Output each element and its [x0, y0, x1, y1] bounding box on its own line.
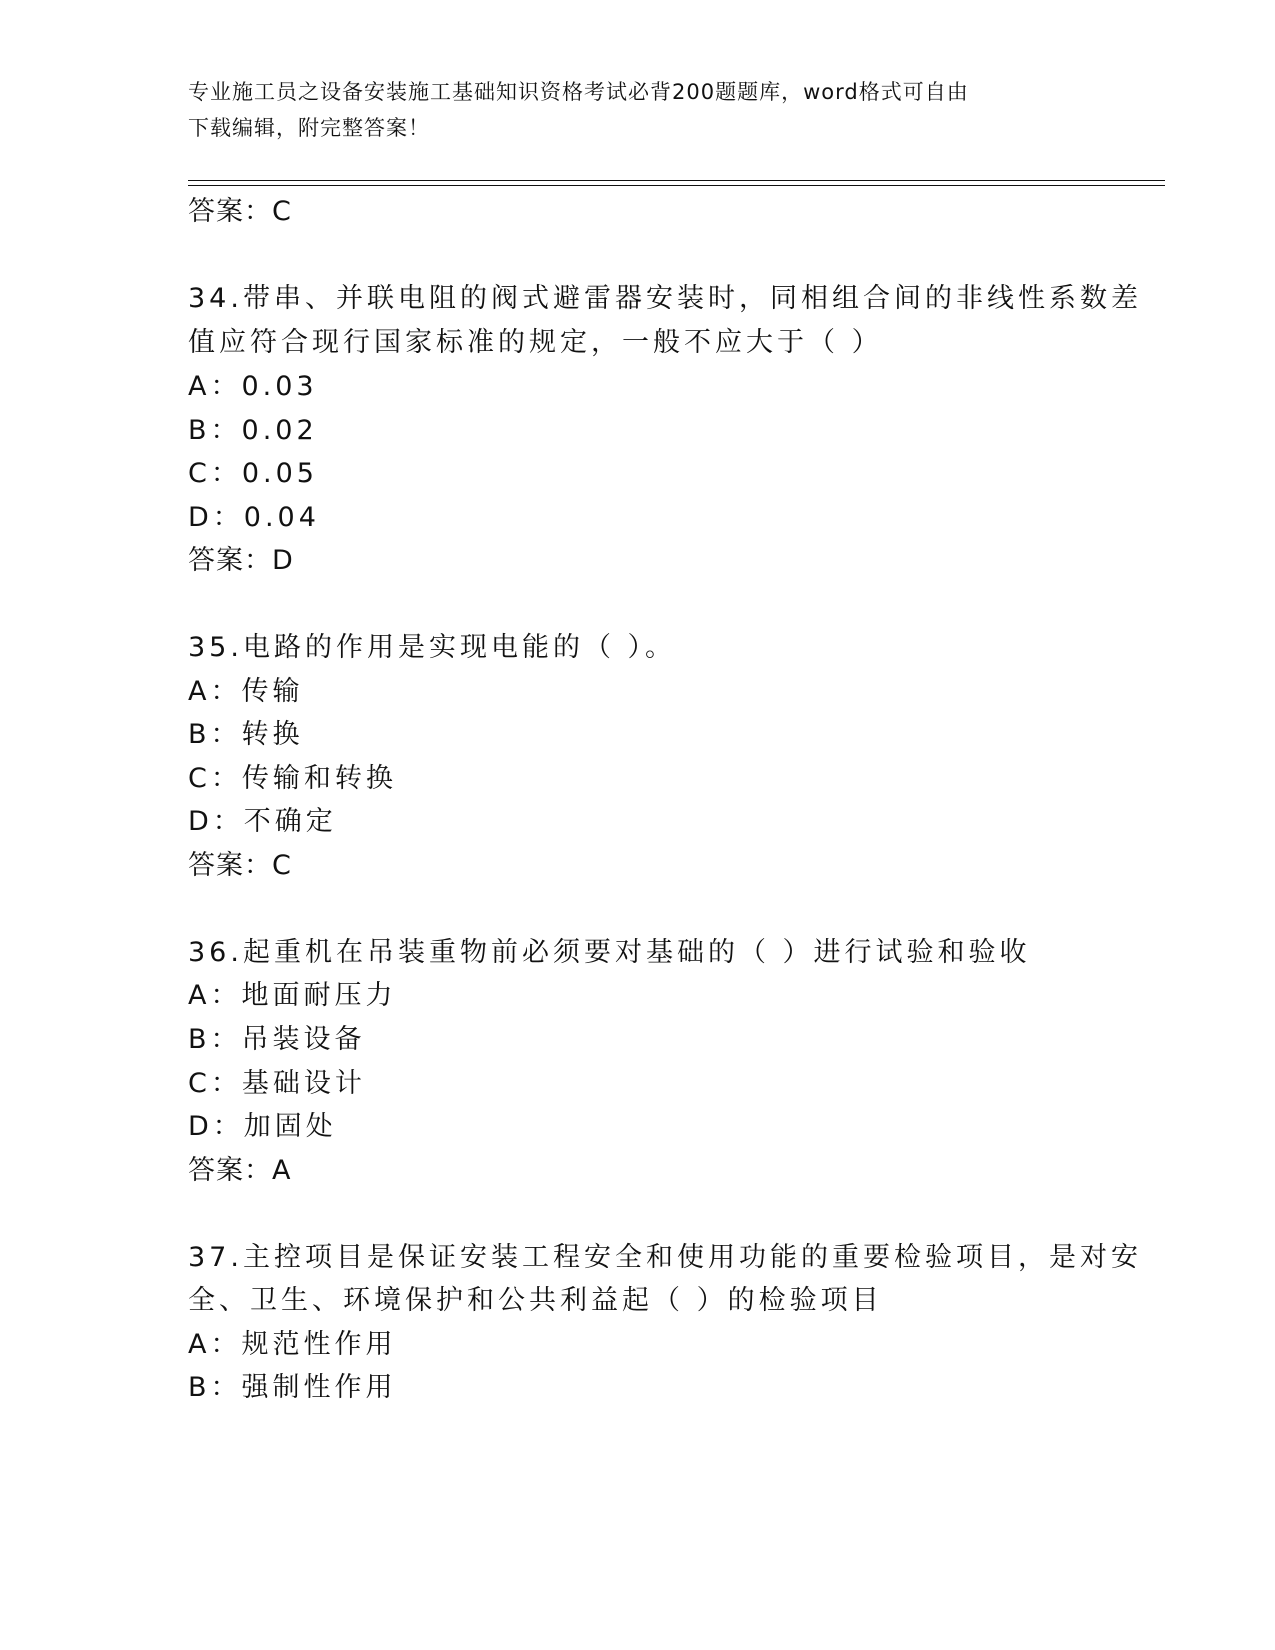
- question-34-option-a: A：0.03: [188, 371, 318, 402]
- question-37-stem-line-1: 37.主控项目是保证安装工程安全和使用功能的重要检验项目，是对安: [188, 1242, 1142, 1273]
- question-36-option-b: B：吊装设备: [188, 1024, 366, 1055]
- question-36-option-a: A：地面耐压力: [188, 980, 397, 1011]
- question-37-option-a: A：规范性作用: [188, 1329, 397, 1360]
- question-34-stem-line-2: 值应符合现行国家标准的规定，一般不应大于（ ）: [188, 327, 883, 358]
- header-line-1: 专业施工员之设备安装施工基础知识资格考试必背200题题库，word格式可自由: [188, 80, 969, 104]
- question-35-option-a: A：传输: [188, 676, 304, 707]
- previous-answer: 答案：C: [188, 196, 292, 227]
- question-36-stem: 36.起重机在吊装重物前必须要对基础的（ ）进行试验和验收: [188, 937, 1031, 968]
- question-36-option-c: C：基础设计: [188, 1068, 366, 1099]
- question-34-answer: 答案：D: [188, 545, 294, 576]
- header-divider-bottom: [188, 185, 1165, 186]
- question-35-option-b: B：转换: [188, 719, 304, 750]
- question-36-answer: 答案：A: [188, 1155, 292, 1186]
- document-header: [188, 74, 1088, 146]
- header-divider-top: [188, 180, 1165, 181]
- question-37-stem-line-2: 全、卫生、环境保护和公共利益起（ ）的检验项目: [188, 1285, 883, 1316]
- question-36-option-d: D：加固处: [188, 1111, 337, 1142]
- question-35-option-c: C：传输和转换: [188, 763, 397, 794]
- question-35-stem: 35.电路的作用是实现电能的（ ）。: [188, 632, 677, 663]
- question-35-option-d: D：不确定: [188, 806, 337, 837]
- question-34-option-b: B：0.02: [188, 415, 318, 446]
- question-34-option-d: D：0.04: [188, 502, 320, 533]
- question-35-answer: 答案：C: [188, 850, 292, 881]
- question-34-stem-line-1: 34.带串、并联电阻的阀式避雷器安装时，同相组合间的非线性系数差: [188, 283, 1142, 314]
- header-line-2: 下载编辑，附完整答案！: [188, 116, 430, 140]
- question-34-option-c: C：0.05: [188, 458, 318, 489]
- question-37-option-b: B：强制性作用: [188, 1372, 397, 1403]
